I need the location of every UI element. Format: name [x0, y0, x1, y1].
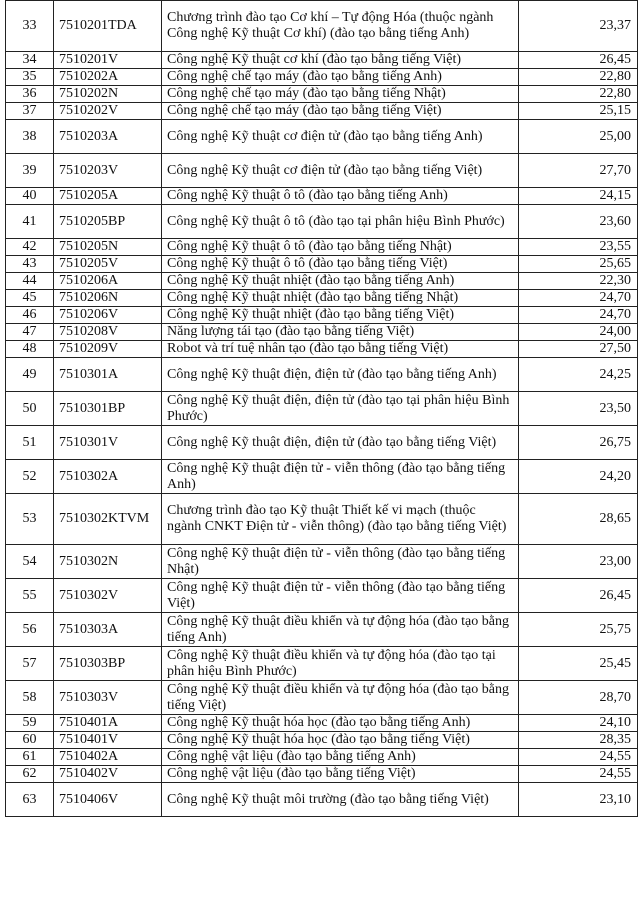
row-number: 40 [6, 188, 54, 205]
table-row [6, 205, 638, 239]
table-row [6, 341, 638, 358]
major-name: Công nghệ Kỹ thuật ô tô (đào tạo bằng tiếng Việt) [162, 256, 519, 273]
table-row [6, 69, 638, 86]
major-code: 7510402V [54, 766, 162, 783]
row-number: 56 [6, 613, 54, 647]
row-number: 51 [6, 426, 54, 460]
table-row [6, 613, 638, 647]
major-code: 7510301V [54, 426, 162, 460]
cutoff-score: 28,70 [519, 681, 638, 715]
major-code: 7510302V [54, 579, 162, 613]
cutoff-score: 23,10 [519, 783, 638, 817]
cutoff-score: 23,00 [519, 545, 638, 579]
cutoff-score: 24,15 [519, 188, 638, 205]
table-row [6, 392, 638, 426]
major-name: Công nghệ Kỹ thuật nhiệt (đào tạo bằng tiếng Việt) [162, 307, 519, 324]
row-number: 38 [6, 120, 54, 154]
row-number: 62 [6, 766, 54, 783]
table-row [6, 494, 638, 545]
major-name: Công nghệ chế tạo máy (đào tạo bằng tiếng Anh) [162, 69, 519, 86]
row-number: 63 [6, 783, 54, 817]
major-code: 7510301BP [54, 392, 162, 426]
major-code: 7510205A [54, 188, 162, 205]
cutoff-score: 24,10 [519, 715, 638, 732]
row-number: 55 [6, 579, 54, 613]
cutoff-score: 22,30 [519, 273, 638, 290]
major-code: 7510209V [54, 341, 162, 358]
row-number: 58 [6, 681, 54, 715]
cutoff-score: 23,37 [519, 1, 638, 52]
row-number: 59 [6, 715, 54, 732]
major-name: Công nghệ Kỹ thuật điện, điện tử (đào tạo bằng tiếng Anh) [162, 358, 519, 392]
major-code: 7510208V [54, 324, 162, 341]
major-name: Công nghệ Kỹ thuật ô tô (đào tạo tại phân hiệu Bình Phước) [162, 205, 519, 239]
row-number: 34 [6, 52, 54, 69]
major-code: 7510205V [54, 256, 162, 273]
table-row [6, 307, 638, 324]
row-number: 41 [6, 205, 54, 239]
major-code: 7510203V [54, 154, 162, 188]
cutoff-score: 25,15 [519, 103, 638, 120]
major-code: 7510301A [54, 358, 162, 392]
cutoff-score: 26,45 [519, 579, 638, 613]
table-row [6, 766, 638, 783]
table-row [6, 647, 638, 681]
cutoff-score: 24,20 [519, 460, 638, 494]
cutoff-score: 25,65 [519, 256, 638, 273]
table-row [6, 579, 638, 613]
major-name: Công nghệ Kỹ thuật hóa học (đào tạo bằng tiếng Anh) [162, 715, 519, 732]
row-number: 50 [6, 392, 54, 426]
major-code: 7510201V [54, 52, 162, 69]
cutoff-score: 24,55 [519, 749, 638, 766]
major-code: 7510302A [54, 460, 162, 494]
row-number: 42 [6, 239, 54, 256]
table-row [6, 188, 638, 205]
major-code: 7510302N [54, 545, 162, 579]
cutoff-score: 23,50 [519, 392, 638, 426]
table-row [6, 52, 638, 69]
major-name: Năng lượng tái tạo (đào tạo bằng tiếng Việt) [162, 324, 519, 341]
major-name: Chương trình đào tạo Cơ khí – Tự động Hóa (thuộc ngành Công nghệ Kỹ thuật Cơ khí) (đào tạo bằng tiếng Anh) [162, 1, 519, 52]
major-name: Công nghệ Kỹ thuật điện, điện tử (đào tạo tại phân hiệu Bình Phước) [162, 392, 519, 426]
major-name: Công nghệ Kỹ thuật cơ điện tử (đào tạo bằng tiếng Anh) [162, 120, 519, 154]
row-number: 48 [6, 341, 54, 358]
cutoff-score: 22,80 [519, 86, 638, 103]
row-number: 57 [6, 647, 54, 681]
table-row [6, 154, 638, 188]
table-row [6, 86, 638, 103]
row-number: 43 [6, 256, 54, 273]
row-number: 45 [6, 290, 54, 307]
cutoff-score: 24,70 [519, 307, 638, 324]
major-name: Công nghệ Kỹ thuật môi trường (đào tạo bằng tiếng Việt) [162, 783, 519, 817]
major-name: Công nghệ Kỹ thuật cơ điện tử (đào tạo bằng tiếng Việt) [162, 154, 519, 188]
cutoff-score: 28,35 [519, 732, 638, 749]
row-number: 33 [6, 1, 54, 52]
table-row [6, 358, 638, 392]
row-number: 49 [6, 358, 54, 392]
table-row [6, 1, 638, 52]
table-row [6, 732, 638, 749]
table-row [6, 715, 638, 732]
major-code: 7510302KTVM [54, 494, 162, 545]
table-row [6, 681, 638, 715]
admission-scores-table [5, 0, 638, 817]
table-row [6, 426, 638, 460]
major-name: Chương trình đào tạo Kỹ thuật Thiết kế vi mạch (thuộc ngành CNKT Điện tử - viễn thông) (đào tạo bằng tiếng Việt) [162, 494, 519, 545]
major-name: Robot và trí tuệ nhân tạo (đào tạo bằng tiếng Việt) [162, 341, 519, 358]
row-number: 35 [6, 69, 54, 86]
major-code: 7510202V [54, 103, 162, 120]
major-name: Công nghệ Kỹ thuật hóa học (đào tạo bằng tiếng Việt) [162, 732, 519, 749]
cutoff-score: 24,55 [519, 766, 638, 783]
major-code: 7510201TDA [54, 1, 162, 52]
major-code: 7510303BP [54, 647, 162, 681]
cutoff-score: 25,75 [519, 613, 638, 647]
row-number: 53 [6, 494, 54, 545]
major-name: Công nghệ chế tạo máy (đào tạo bằng tiếng Việt) [162, 103, 519, 120]
table-row [6, 239, 638, 256]
cutoff-score: 26,75 [519, 426, 638, 460]
major-name: Công nghệ chế tạo máy (đào tạo bằng tiếng Nhật) [162, 86, 519, 103]
row-number: 39 [6, 154, 54, 188]
major-name: Công nghệ Kỹ thuật điều khiển và tự động hóa (đào tạo tại phân hiệu Bình Phước) [162, 647, 519, 681]
cutoff-score: 23,60 [519, 205, 638, 239]
major-code: 7510401A [54, 715, 162, 732]
major-code: 7510205N [54, 239, 162, 256]
row-number: 52 [6, 460, 54, 494]
major-name: Công nghệ Kỹ thuật điện tử - viễn thông (đào tạo bằng tiếng Việt) [162, 579, 519, 613]
row-number: 44 [6, 273, 54, 290]
major-name: Công nghệ Kỹ thuật cơ khí (đào tạo bằng tiếng Việt) [162, 52, 519, 69]
table-body [6, 1, 638, 817]
major-name: Công nghệ Kỹ thuật ô tô (đào tạo bằng tiếng Anh) [162, 188, 519, 205]
major-name: Công nghệ Kỹ thuật ô tô (đào tạo bằng tiếng Nhật) [162, 239, 519, 256]
major-name: Công nghệ Kỹ thuật điện tử - viễn thông (đào tạo bằng tiếng Anh) [162, 460, 519, 494]
table-row [6, 256, 638, 273]
cutoff-score: 27,70 [519, 154, 638, 188]
row-number: 36 [6, 86, 54, 103]
major-code: 7510206N [54, 290, 162, 307]
major-code: 7510203A [54, 120, 162, 154]
major-code: 7510206V [54, 307, 162, 324]
major-name: Công nghệ vật liệu (đào tạo bằng tiếng Việt) [162, 766, 519, 783]
major-code: 7510303A [54, 613, 162, 647]
table-row [6, 324, 638, 341]
major-name: Công nghệ Kỹ thuật nhiệt (đào tạo bằng tiếng Anh) [162, 273, 519, 290]
row-number: 54 [6, 545, 54, 579]
major-name: Công nghệ Kỹ thuật điện, điện tử (đào tạo bằng tiếng Việt) [162, 426, 519, 460]
cutoff-score: 26,45 [519, 52, 638, 69]
table-row [6, 545, 638, 579]
row-number: 47 [6, 324, 54, 341]
cutoff-score: 25,45 [519, 647, 638, 681]
major-code: 7510206A [54, 273, 162, 290]
cutoff-score: 24,70 [519, 290, 638, 307]
major-code: 7510202N [54, 86, 162, 103]
row-number: 61 [6, 749, 54, 766]
table-row [6, 103, 638, 120]
cutoff-score: 25,00 [519, 120, 638, 154]
major-name: Công nghệ Kỹ thuật điều khiển và tự động hóa (đào tạo bằng tiếng Anh) [162, 613, 519, 647]
cutoff-score: 22,80 [519, 69, 638, 86]
row-number: 60 [6, 732, 54, 749]
major-code: 7510303V [54, 681, 162, 715]
major-name: Công nghệ Kỹ thuật nhiệt (đào tạo bằng tiếng Nhật) [162, 290, 519, 307]
table-row [6, 749, 638, 766]
cutoff-score: 24,25 [519, 358, 638, 392]
table-row [6, 290, 638, 307]
major-code: 7510402A [54, 749, 162, 766]
row-number: 46 [6, 307, 54, 324]
table-row [6, 273, 638, 290]
major-code: 7510202A [54, 69, 162, 86]
major-name: Công nghệ Kỹ thuật điện tử - viễn thông (đào tạo bằng tiếng Nhật) [162, 545, 519, 579]
major-name: Công nghệ vật liệu (đào tạo bằng tiếng Anh) [162, 749, 519, 766]
table-row [6, 783, 638, 817]
major-name: Công nghệ Kỹ thuật điều khiển và tự động hóa (đào tạo bằng tiếng Việt) [162, 681, 519, 715]
row-number: 37 [6, 103, 54, 120]
major-code: 7510406V [54, 783, 162, 817]
major-code: 7510205BP [54, 205, 162, 239]
major-code: 7510401V [54, 732, 162, 749]
table-row [6, 120, 638, 154]
cutoff-score: 28,65 [519, 494, 638, 545]
cutoff-score: 23,55 [519, 239, 638, 256]
cutoff-score: 27,50 [519, 341, 638, 358]
cutoff-score: 24,00 [519, 324, 638, 341]
table-row [6, 460, 638, 494]
